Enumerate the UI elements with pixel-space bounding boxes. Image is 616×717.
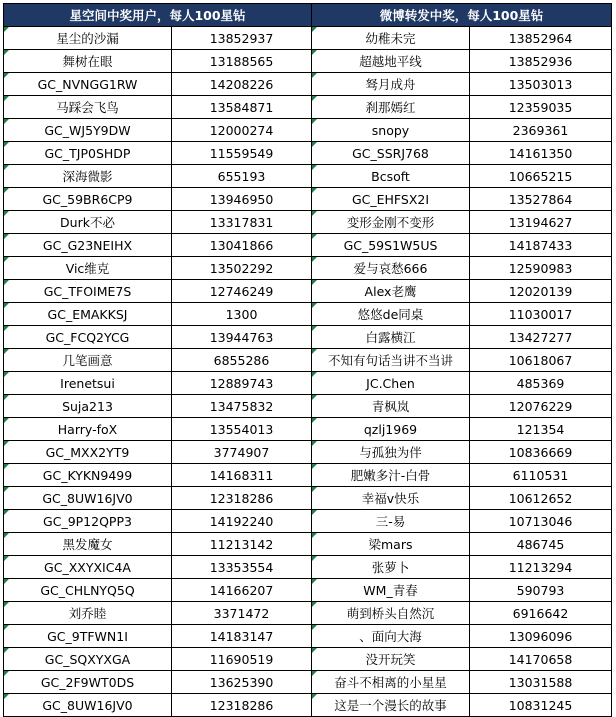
left-username-cell[interactable]: GC_WJ5Y9DW bbox=[4, 119, 172, 142]
right-username-cell[interactable]: 悠悠de同桌 bbox=[312, 303, 470, 326]
right-userid-cell[interactable]: 10612652 bbox=[470, 487, 612, 510]
table-row bbox=[4, 349, 612, 372]
left-username-cell[interactable]: GC_EMAKKSJ bbox=[4, 303, 172, 326]
right-userid-cell[interactable]: 6916642 bbox=[470, 602, 612, 625]
right-userid-cell[interactable]: 13194627 bbox=[470, 211, 612, 234]
table-row bbox=[4, 441, 612, 464]
right-username-cell[interactable]: 白露横江 bbox=[312, 326, 470, 349]
right-username-cell[interactable]: GC_59S1W5US bbox=[312, 234, 470, 257]
left-userid-cell[interactable]: 11559549 bbox=[172, 142, 312, 165]
right-username-cell[interactable]: 没开玩笑 bbox=[312, 648, 470, 671]
right-username-cell[interactable]: 与孤独为伴 bbox=[312, 441, 470, 464]
left-username-cell[interactable]: GC_8UW16JV0 bbox=[4, 487, 172, 510]
right-username-cell[interactable]: qzlj1969 bbox=[312, 418, 470, 441]
table-row bbox=[4, 96, 612, 119]
table-row bbox=[4, 671, 612, 694]
table-row bbox=[4, 648, 612, 671]
right-username-cell[interactable]: 变形金刚不变形 bbox=[312, 211, 470, 234]
right-userid-cell[interactable]: 13527864 bbox=[470, 188, 612, 211]
right-username-cell[interactable]: 不知有句话当讲不当讲 bbox=[312, 349, 470, 372]
left-username-cell[interactable]: GC_59BR6CP9 bbox=[4, 188, 172, 211]
left-username-cell[interactable]: GC_NVNGG1RW bbox=[4, 73, 172, 96]
left-userid-cell[interactable]: 1300 bbox=[172, 303, 312, 326]
left-username-cell[interactable]: GC_KYKN9499 bbox=[4, 464, 172, 487]
left-userid-cell[interactable]: 13946950 bbox=[172, 188, 312, 211]
right-userid-cell[interactable]: 13427277 bbox=[470, 326, 612, 349]
left-username-cell[interactable]: GC_SQXYXGA bbox=[4, 648, 172, 671]
table-row bbox=[4, 119, 612, 142]
right-username-cell[interactable]: 奋斗不相离的小星星 bbox=[312, 671, 470, 694]
right-username-cell[interactable]: 肥嫩多汁-白骨 bbox=[312, 464, 470, 487]
right-userid-cell[interactable]: 10836669 bbox=[470, 441, 612, 464]
right-username-cell[interactable]: 幼稚未完 bbox=[312, 27, 470, 50]
left-userid-cell[interactable]: 12318286 bbox=[172, 694, 312, 717]
right-userid-cell[interactable]: 10831245 bbox=[470, 694, 612, 717]
left-userid-cell[interactable]: 13475832 bbox=[172, 395, 312, 418]
table-row bbox=[4, 510, 612, 533]
left-userid-cell[interactable]: 3774907 bbox=[172, 441, 312, 464]
table-row bbox=[4, 27, 612, 50]
left-username-cell[interactable]: 舞树在眼 bbox=[4, 50, 172, 73]
right-userid-cell[interactable]: 10713046 bbox=[470, 510, 612, 533]
table-row bbox=[4, 694, 612, 717]
left-userid-cell[interactable]: 13353554 bbox=[172, 556, 312, 579]
right-userid-cell[interactable]: 10618067 bbox=[470, 349, 612, 372]
right-userid-cell[interactable]: 485369 bbox=[470, 372, 612, 395]
right-userid-cell[interactable]: 590793 bbox=[470, 579, 612, 602]
right-userid-cell[interactable]: 2369361 bbox=[470, 119, 612, 142]
table-row bbox=[4, 211, 612, 234]
right-username-cell[interactable]: Bcsoft bbox=[312, 165, 470, 188]
left-userid-cell[interactable]: 11213142 bbox=[172, 533, 312, 556]
left-section-header: 星空间中奖用户，每人100星钻 bbox=[4, 4, 312, 27]
left-userid-cell[interactable]: 14208226 bbox=[172, 73, 312, 96]
table-row bbox=[4, 234, 612, 257]
left-userid-cell[interactable]: 13625390 bbox=[172, 671, 312, 694]
table-row bbox=[4, 487, 612, 510]
right-username-cell[interactable]: 刹那嫣红 bbox=[312, 96, 470, 119]
right-section-header: 微博转发中奖，每人100星钻 bbox=[312, 4, 612, 27]
right-userid-cell[interactable]: 121354 bbox=[470, 418, 612, 441]
left-username-cell[interactable]: 深海微影 bbox=[4, 165, 172, 188]
right-username-cell[interactable]: 、面向大海 bbox=[312, 625, 470, 648]
table-row bbox=[4, 464, 612, 487]
winners-table-body bbox=[4, 27, 612, 717]
right-userid-cell[interactable]: 13031588 bbox=[470, 671, 612, 694]
left-username-cell[interactable]: GC_FCQ2YCG bbox=[4, 326, 172, 349]
right-username-cell[interactable]: snopy bbox=[312, 119, 470, 142]
left-userid-cell[interactable]: 13852937 bbox=[172, 27, 312, 50]
right-userid-cell[interactable]: 14161350 bbox=[470, 142, 612, 165]
left-userid-cell[interactable]: 13502292 bbox=[172, 257, 312, 280]
left-username-cell[interactable]: 星尘的沙漏 bbox=[4, 27, 172, 50]
left-userid-cell[interactable]: 14168311 bbox=[172, 464, 312, 487]
right-username-cell[interactable]: 张萝卜 bbox=[312, 556, 470, 579]
winners-table bbox=[3, 3, 612, 717]
table-row bbox=[4, 372, 612, 395]
left-userid-cell[interactable]: 6855286 bbox=[172, 349, 312, 372]
table-row bbox=[4, 533, 612, 556]
left-userid-cell[interactable]: 12000274 bbox=[172, 119, 312, 142]
left-username-cell[interactable]: 刘乔睦 bbox=[4, 602, 172, 625]
left-username-cell[interactable]: GC_G23NEIHX bbox=[4, 234, 172, 257]
left-userid-cell[interactable]: 14166207 bbox=[172, 579, 312, 602]
right-username-cell[interactable]: 青枫岚 bbox=[312, 395, 470, 418]
left-username-cell[interactable]: GC_9TFWN1I bbox=[4, 625, 172, 648]
left-username-cell[interactable]: GC_XXYXIC4A bbox=[4, 556, 172, 579]
table-row bbox=[4, 579, 612, 602]
left-userid-cell[interactable]: 14183147 bbox=[172, 625, 312, 648]
table-row bbox=[4, 280, 612, 303]
right-userid-cell[interactable]: 12020139 bbox=[470, 280, 612, 303]
right-userid-cell[interactable]: 10665215 bbox=[470, 165, 612, 188]
right-userid-cell[interactable]: 14170658 bbox=[470, 648, 612, 671]
left-userid-cell[interactable]: 14192240 bbox=[172, 510, 312, 533]
left-username-cell[interactable]: GC_8UW16JV0 bbox=[4, 694, 172, 717]
right-userid-cell[interactable]: 13503013 bbox=[470, 73, 612, 96]
table-row bbox=[4, 303, 612, 326]
table-row bbox=[4, 625, 612, 648]
left-username-cell[interactable]: Durk不必 bbox=[4, 211, 172, 234]
table-row bbox=[4, 395, 612, 418]
left-username-cell[interactable]: GC_2F9WT0DS bbox=[4, 671, 172, 694]
table-row bbox=[4, 257, 612, 280]
right-username-cell[interactable]: 驽月成舟 bbox=[312, 73, 470, 96]
left-userid-cell[interactable]: 655193 bbox=[172, 165, 312, 188]
left-username-cell[interactable]: GC_MXX2YT9 bbox=[4, 441, 172, 464]
left-userid-cell[interactable]: 13944763 bbox=[172, 326, 312, 349]
left-username-cell[interactable]: GC_TJP0SHDP bbox=[4, 142, 172, 165]
right-username-cell[interactable]: 三-易 bbox=[312, 510, 470, 533]
right-userid-cell[interactable]: 14187433 bbox=[470, 234, 612, 257]
table-row bbox=[4, 165, 612, 188]
left-username-cell[interactable]: Harry-foX bbox=[4, 418, 172, 441]
right-username-cell[interactable]: 梁mars bbox=[312, 533, 470, 556]
left-username-cell[interactable]: 黑发魔女 bbox=[4, 533, 172, 556]
table-row bbox=[4, 50, 612, 73]
left-userid-cell[interactable]: 13317831 bbox=[172, 211, 312, 234]
left-username-cell[interactable]: Suja213 bbox=[4, 395, 172, 418]
right-username-cell[interactable]: 爱与哀愁666 bbox=[312, 257, 470, 280]
table-row bbox=[4, 142, 612, 165]
left-userid-cell[interactable]: 12318286 bbox=[172, 487, 312, 510]
table-row bbox=[4, 556, 612, 579]
right-username-cell[interactable]: GC_EHFSX2I bbox=[312, 188, 470, 211]
left-userid-cell[interactable]: 13188565 bbox=[172, 50, 312, 73]
right-username-cell[interactable]: 萌到桥头自然沉 bbox=[312, 602, 470, 625]
table-row bbox=[4, 188, 612, 211]
right-username-cell[interactable]: 幸福v快乐 bbox=[312, 487, 470, 510]
table-row bbox=[4, 73, 612, 96]
right-userid-cell[interactable]: 6110531 bbox=[470, 464, 612, 487]
right-userid-cell[interactable]: 13852964 bbox=[470, 27, 612, 50]
right-userid-cell[interactable]: 11213294 bbox=[470, 556, 612, 579]
left-userid-cell[interactable]: 13554013 bbox=[172, 418, 312, 441]
table-row bbox=[4, 326, 612, 349]
right-username-cell[interactable]: GC_SSRJ768 bbox=[312, 142, 470, 165]
left-userid-cell[interactable]: 12746249 bbox=[172, 280, 312, 303]
right-userid-cell[interactable]: 11030017 bbox=[470, 303, 612, 326]
right-userid-cell[interactable]: 12590983 bbox=[470, 257, 612, 280]
left-username-cell[interactable]: GC_CHLNYQ5Q bbox=[4, 579, 172, 602]
table-row bbox=[4, 418, 612, 441]
left-username-cell[interactable]: 几笔画意 bbox=[4, 349, 172, 372]
header-row bbox=[4, 4, 612, 27]
table-row bbox=[4, 602, 612, 625]
right-username-cell[interactable]: 这是一个漫长的故事 bbox=[312, 694, 470, 717]
left-userid-cell[interactable]: 11690519 bbox=[172, 648, 312, 671]
left-username-cell[interactable]: Irenetsui bbox=[4, 372, 172, 395]
left-userid-cell[interactable]: 13584871 bbox=[172, 96, 312, 119]
right-username-cell[interactable]: Alex老鹰 bbox=[312, 280, 470, 303]
left-username-cell[interactable]: Vic维克 bbox=[4, 257, 172, 280]
left-username-cell[interactable]: GC_TFOIME7S bbox=[4, 280, 172, 303]
right-userid-cell[interactable]: 12076229 bbox=[470, 395, 612, 418]
left-userid-cell[interactable]: 13041866 bbox=[172, 234, 312, 257]
left-username-cell[interactable]: GC_9P12QPP3 bbox=[4, 510, 172, 533]
left-username-cell[interactable]: 马踩会飞鸟 bbox=[4, 96, 172, 119]
right-username-cell[interactable]: 超越地平线 bbox=[312, 50, 470, 73]
right-userid-cell[interactable]: 13852936 bbox=[470, 50, 612, 73]
left-userid-cell[interactable]: 12889743 bbox=[172, 372, 312, 395]
left-userid-cell[interactable]: 3371472 bbox=[172, 602, 312, 625]
right-username-cell[interactable]: JC.Chen bbox=[312, 372, 470, 395]
right-username-cell[interactable]: WM_青春 bbox=[312, 579, 470, 602]
right-userid-cell[interactable]: 13096096 bbox=[470, 625, 612, 648]
right-userid-cell[interactable]: 486745 bbox=[470, 533, 612, 556]
right-userid-cell[interactable]: 12359035 bbox=[470, 96, 612, 119]
